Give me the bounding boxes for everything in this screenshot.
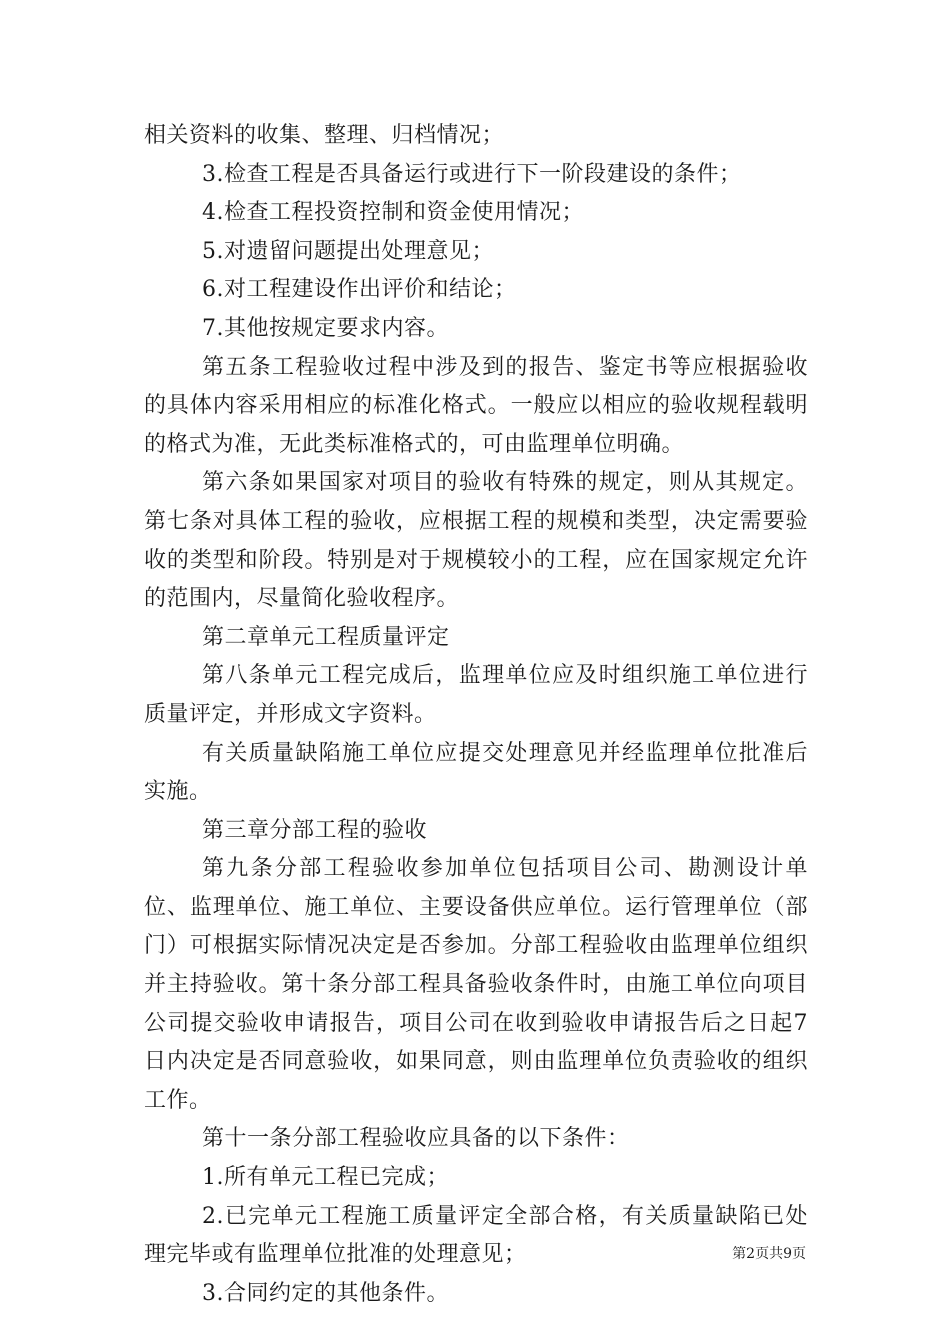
list-item: 5.对遗留问题提出处理意见；	[202, 238, 494, 264]
article-paragraph: 第六条如果国家对项目的验收有特殊的规定，则从其规定。第七条对具体工程的验收，应根据工程的规模和类型，决定需要验收的类型和阶段。特别是对于规模较小的工程，应在国家规定允许的范围内，尽量简化验收程序。	[144, 470, 808, 612]
article-paragraph: 第九条分部工程验收参加单位包括项目公司、勘测设计单位、监理单位、施工单位、主要设备供应单位。运行管理单位（部门）可根据实际情况决定是否参加。分部工程验收由监理单位组织并主持验收。第十条分部工程具备验收条件时，由施工单位向项目公司提交验收申请报告，项目公司在收到验收申请报告后之日起7日内决定是否同意验收，如果同意，则由监理单位负责验收的组织工作。	[144, 856, 808, 1113]
article-paragraph: 第十一条分部工程验收应具备的以下条件：	[202, 1126, 630, 1152]
paragraph: 相关资料的收集、整理、归档情况；	[144, 123, 505, 148]
article-paragraph: 第八条单元工程完成后，监理单位应及时组织施工单位进行质量评定，并形成文字资料。	[144, 663, 808, 727]
article-paragraph: 有关质量缺陷施工单位应提交处理意见并经监理单位批准后实施。	[144, 740, 808, 805]
list-item: 2.已完单元工程施工质量评定全部合格，有关质量缺陷已处理完毕或有监理单位批准的处理意见；	[144, 1203, 808, 1268]
list-item: 4.检查工程投资控制和资金使用情况；	[202, 200, 584, 226]
article-paragraph: 第五条工程验收过程中涉及到的报告、鉴定书等应根据验收的具体内容采用相应的标准化格式。一般应以相应的验收规程载明的格式为准，无此类标准格式的，可由监理单位明确。	[144, 354, 808, 457]
document-body	[144, 117, 808, 1313]
chapter-heading: 第三章分部工程的验收	[202, 817, 428, 843]
list-item: 3.合同约定的其他条件。	[202, 1280, 449, 1306]
list-item: 6.对工程建设作出评价和结论；	[202, 277, 517, 303]
list-item: 7.其他按规定要求内容。	[202, 315, 449, 341]
list-item: 1.所有单元工程已完成；	[202, 1165, 449, 1191]
chapter-heading: 第二章单元工程质量评定	[202, 624, 450, 650]
list-item: 3.检查工程是否具备运行或进行下一阶段建设的条件；	[202, 161, 742, 187]
page-number: 第2页共9页	[732, 1246, 806, 1262]
